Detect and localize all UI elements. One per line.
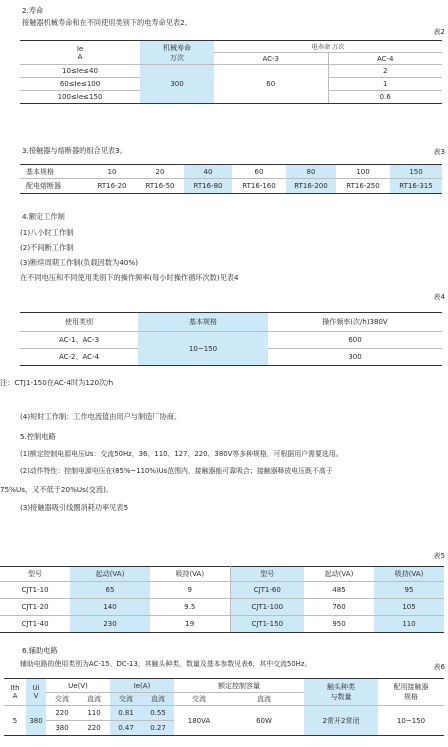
start-cell: 140 <box>70 599 150 616</box>
table-6 <box>4 678 444 736</box>
short-duty-line: (4)短时工作制：工作电流值由用户与制造厂协商。 <box>20 412 182 421</box>
range-cell: 10≤Ie≤40 <box>20 65 140 78</box>
fuse-cell: RT16-315 <box>390 179 442 194</box>
elec-life-header: 电寿命 万次 <box>214 41 442 53</box>
table-6-number: 表6 <box>433 663 445 671</box>
spec-cell: 60 <box>232 165 286 179</box>
fuse-cell: RT16-80 <box>184 179 232 194</box>
table-4-number: 表4 <box>433 293 445 301</box>
ue-ac-cell: 220 <box>46 706 78 721</box>
start-header: 起动(VA) <box>304 567 374 582</box>
ie-header: Ie(A) <box>110 679 174 693</box>
category-cell: AC-2、AC-4 <box>20 349 138 366</box>
hold-cell: 95 <box>374 582 444 599</box>
model-cell: CJT1-10 <box>0 582 70 599</box>
frequency-cell: 600 <box>268 332 442 349</box>
fuse-cell: RT16-250 <box>336 179 390 194</box>
table-3 <box>20 164 442 194</box>
contact-label-1: 触头种类 <box>327 683 355 691</box>
range-cell: 60≤Ie≤100 <box>20 78 140 91</box>
hold-cell: 9.5 <box>150 599 230 616</box>
ac4-value: 1 <box>328 78 442 91</box>
hold-header: 吸持(VA) <box>374 567 444 582</box>
spec-cell: 80 <box>286 165 336 179</box>
table-4-note: 注：CTJ1-150在AC-4时为120次/h <box>0 378 114 387</box>
category-header: 使用类别 <box>20 313 138 332</box>
ith-value: 5 <box>4 706 26 736</box>
start-cell: 230 <box>70 616 150 633</box>
ui-header <box>26 679 46 706</box>
model-cell: CJT1-20 <box>0 599 70 616</box>
model-cell: CJT1-100 <box>230 599 304 616</box>
capacity-header: 额定控制容量 <box>174 679 304 693</box>
ie-ac-cell: 0.81 <box>110 706 142 721</box>
fuse-cell: RT16-160 <box>232 179 286 194</box>
contact-header <box>304 679 378 706</box>
section-3-heading: 3.接触器与熔断器的组合见表3。 <box>22 146 127 155</box>
mech-life-label: 机械寿命 <box>163 43 191 52</box>
fuse-row-label: 配电熔断器 <box>20 179 88 194</box>
ie-label: Ie <box>76 44 84 53</box>
spec-header: 基本规格 <box>138 313 268 332</box>
ie-header <box>20 41 140 65</box>
hold-cell: 9 <box>150 582 230 599</box>
model-header: 型号 <box>0 567 70 582</box>
start-cell: 485 <box>304 582 374 599</box>
hold-cell: 110 <box>374 616 444 633</box>
ie-ac-header: 交流 <box>110 693 142 706</box>
fuse-cell: RT16-200 <box>286 179 336 194</box>
ie-ac-cell: 0.47 <box>110 721 142 736</box>
fit-label-1: 配用接触器 <box>393 683 429 691</box>
model-header: 型号 <box>230 567 304 582</box>
ith-unit: A <box>12 692 18 700</box>
ue-dc-cell: 220 <box>78 721 110 736</box>
duty-line: 在不同电压和不同使用类别下的操作频率(每小时操作循环次数)见表4 <box>20 273 239 282</box>
table-2-number: 表2 <box>433 28 445 36</box>
fit-label-2: 规格 <box>404 693 418 701</box>
contact-label-2: 与数量 <box>330 693 352 701</box>
hold-cell: 19 <box>150 616 230 633</box>
contact-value: 2常开2常闭 <box>304 706 378 736</box>
frequency-header: 操作频率(次/h)380V <box>268 313 442 332</box>
ie-dc-cell: 0.27 <box>142 721 174 736</box>
model-cell: CJT1-150 <box>230 616 304 633</box>
fit-value: 10~150 <box>378 706 444 736</box>
action-characteristic-line-2: 75%Us，又不低于20%Us(交流)。 <box>0 485 114 494</box>
ue-dc-cell: 110 <box>78 706 110 721</box>
duty-line: (2)不间断工作制 <box>20 243 74 252</box>
duty-line: (3)断续周期工作制(负载因数为40%) <box>20 258 139 267</box>
table-2 <box>20 40 442 104</box>
range-cell: 100≤Ie≤150 <box>20 91 140 104</box>
start-cell: 950 <box>304 616 374 633</box>
duty-line: (1)八小时工作制 <box>20 228 74 237</box>
ue-ac-cell: 380 <box>46 721 78 736</box>
ac3-value: 60 <box>214 65 328 104</box>
model-cell: CJT1-60 <box>230 582 304 599</box>
ac4-value: 0.6 <box>328 91 442 104</box>
table-4 <box>20 312 442 366</box>
control-voltage-line: (1)额定控制电源电压Us：交流50Hz，36、110、127、220、380V等多种规格，可根据用户需要选用。 <box>20 450 343 458</box>
section-5-heading: 5.控制电路 <box>20 432 56 441</box>
section-6-heading: 6.辅助电路 <box>22 646 58 655</box>
table-5-number: 表5 <box>433 552 445 560</box>
hold-cell: 105 <box>374 599 444 616</box>
table-3-number: 表3 <box>433 148 445 156</box>
capacity-ac-value: 180VA <box>174 706 224 736</box>
mech-life-header <box>140 41 214 65</box>
spec-cell: 10 <box>88 165 136 179</box>
spec-row-label: 基本规格 <box>20 165 88 179</box>
coil-power-line: (3)接触器吸引线圈消耗功率见表5 <box>20 503 129 512</box>
section-2-heading: 2.寿命 <box>22 6 44 15</box>
ie-dc-cell: 0.55 <box>142 706 174 721</box>
spec-cell: 150 <box>390 165 442 179</box>
start-cell: 760 <box>304 599 374 616</box>
ith-label: Ith <box>10 684 20 692</box>
fuse-cell: RT16-50 <box>136 179 184 194</box>
cap-ac-header: 交流 <box>174 693 224 706</box>
table-5 <box>0 566 444 633</box>
hold-header: 吸持(VA) <box>150 567 230 582</box>
ui-unit: V <box>33 692 39 700</box>
start-cell: 65 <box>70 582 150 599</box>
ue-ac-header: 交流 <box>46 693 78 706</box>
ac4-value: 2 <box>328 65 442 78</box>
ie-unit: A <box>77 52 83 61</box>
ui-value: 380 <box>26 706 46 736</box>
frequency-cell: 300 <box>268 349 442 366</box>
section-6-intro: 辅助电路的使用类别为AC-15、DC-13，其触头种类、数量及基本参数见表6，其中交流50Hz。 <box>20 660 312 668</box>
cap-dc-header: 直流 <box>224 693 304 706</box>
fit-header <box>378 679 444 706</box>
action-characteristic-line: (2)动作特性：控制电源电压在(85%~110%)Us范围内，接触器能可靠吸合；接触器释放电压既不高于 <box>20 467 333 475</box>
capacity-dc-value: 60W <box>224 706 304 736</box>
ue-dc-header: 直流 <box>78 693 110 706</box>
section-4-heading: 4.额定工作制 <box>22 212 65 221</box>
mech-life-value: 300 <box>140 65 214 104</box>
fuse-cell: RT16-20 <box>88 179 136 194</box>
ac4-header: AC-4 <box>328 53 442 65</box>
section-2-intro: 接触器机械寿命和在不同使用类别下的电寿命见表2。 <box>22 18 192 27</box>
spec-cell: 40 <box>184 165 232 179</box>
spec-cell: 20 <box>136 165 184 179</box>
mech-life-unit: 万次 <box>170 53 184 62</box>
ac3-header: AC-3 <box>214 53 328 65</box>
category-cell: AC-1、AC-3 <box>20 332 138 349</box>
ui-label: Ui <box>32 684 40 692</box>
ue-header: Ue(V) <box>46 679 110 693</box>
spec-value: 10~150 <box>138 332 268 366</box>
spec-cell: 100 <box>336 165 390 179</box>
start-header: 起动(VA) <box>70 567 150 582</box>
ith-header <box>4 679 26 706</box>
model-cell: CJT1-40 <box>0 616 70 633</box>
ie-dc-header: 直流 <box>142 693 174 706</box>
